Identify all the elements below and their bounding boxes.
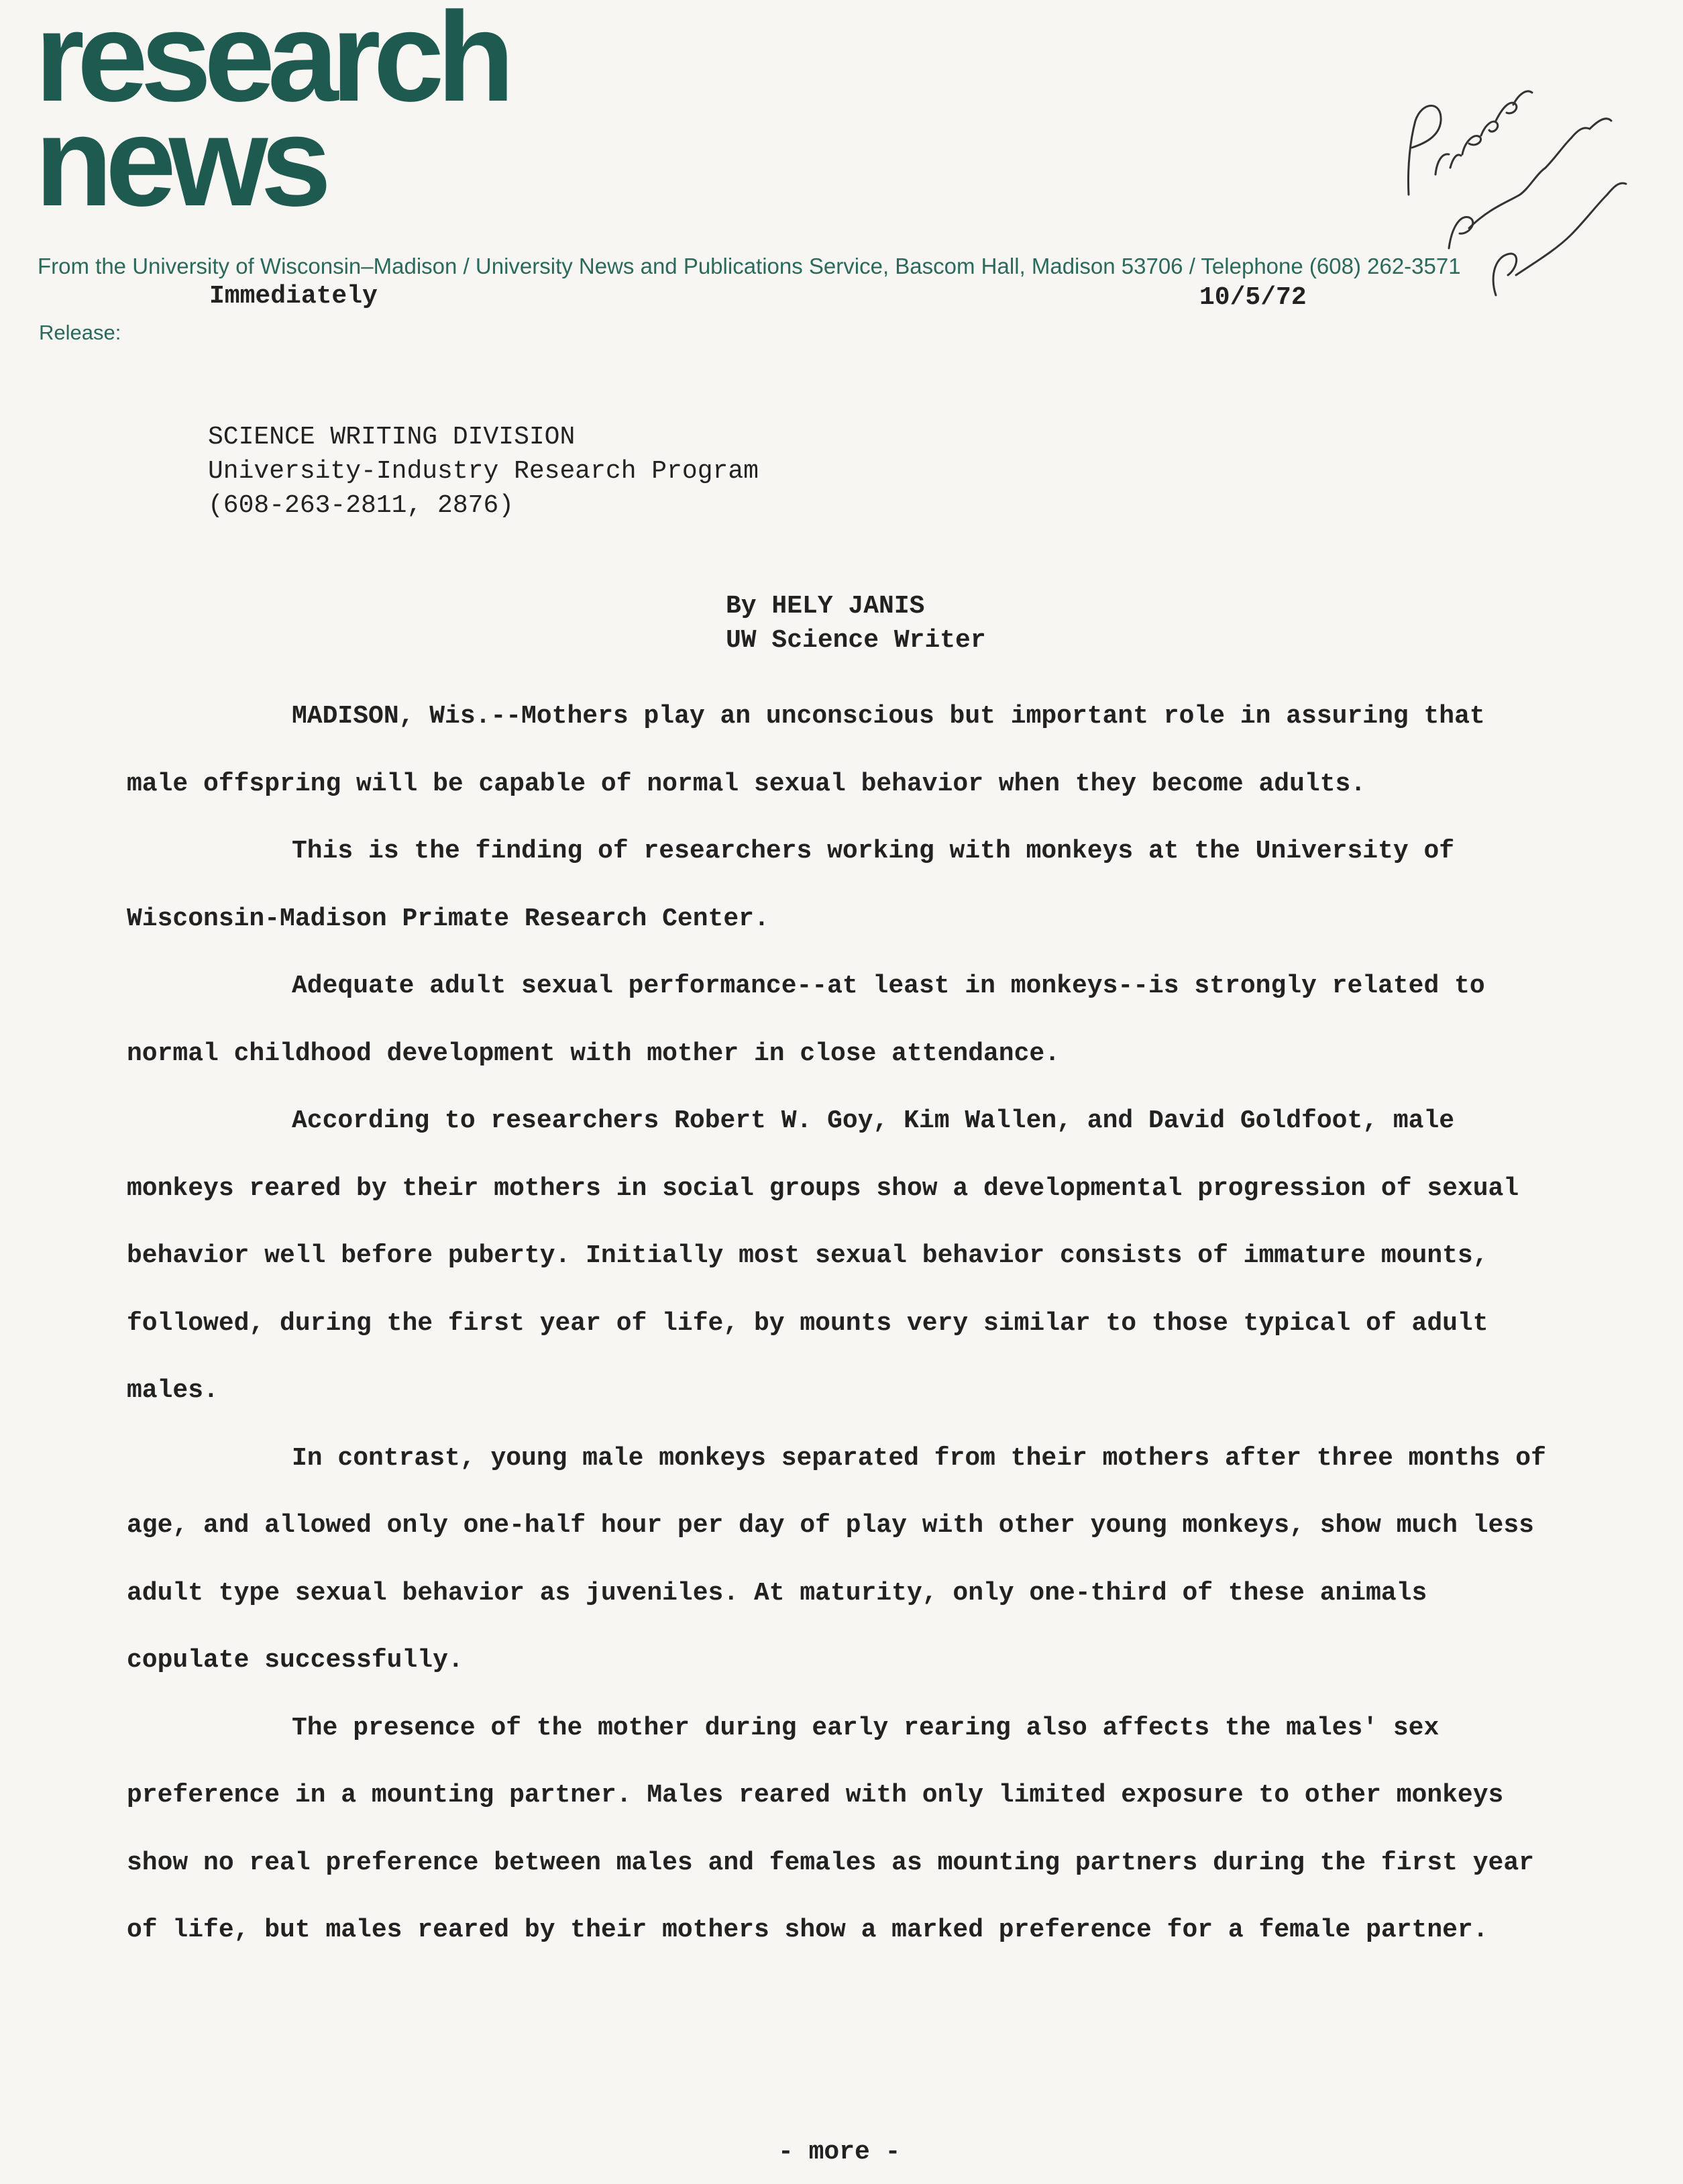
- department-block: [208, 420, 759, 523]
- masthead-line-research: research: [35, 0, 508, 128]
- paragraph-4: According to researchers Robert W. Goy, Kim Wallen, and David Goldfoot, male monkeys reared by their mothers in social groups show a developmental progression of sexual behavior well before puberty. Initially most sexual behavior consists of immature mounts, followed, during the first year of life, by mounts very similar to those typical of adult males.: [127, 1106, 1519, 1405]
- masthead-logo: [35, 0, 508, 233]
- source-address-line: From the University of Wisconsin–Madison / University News and Publications Service, Bascom Hall, Madison 53706 / Telephone (608) 262-3571: [38, 254, 1461, 278]
- handwritten-annotation-signature: [1395, 74, 1637, 342]
- paragraph-3: Adequate adult sexual performance--at least in monkeys--is strongly related to normal childhood development with mother in close attendance.: [127, 972, 1485, 1068]
- byline-author: By HELY JANIS: [726, 592, 925, 621]
- byline-block: [726, 589, 986, 658]
- release-label: Release:: [39, 321, 121, 344]
- masthead-line-news: news: [35, 90, 325, 233]
- article-body: [127, 683, 1556, 1965]
- paragraph-2: This is the finding of researchers working with monkeys at the University of Wisconsin-Madison Primate Research Center.: [127, 837, 1455, 933]
- paragraph-5: In contrast, young male monkeys separated from their mothers after three months of age, and allowed only one-half hour per day of play with other young monkeys, show much less adult type sexual behavior as juveniles. At maturity, only one-third of these animals copulate successfully.: [127, 1443, 1546, 1675]
- department-division: SCIENCE WRITING DIVISION: [208, 423, 576, 452]
- release-date: 10/5/72: [1199, 283, 1307, 312]
- department-phone: (608-263-2811, 2876): [208, 491, 514, 520]
- department-program: University-Industry Research Program: [208, 457, 759, 486]
- paragraph-1: MADISON, Wis.--Mothers play an unconscious but important role in assuring that male offspring will be capable of normal sexual behavior when they become adults.: [127, 702, 1485, 798]
- release-timing: Immediately: [209, 282, 378, 311]
- more-continuation-marker: - more -: [778, 2138, 901, 2167]
- paragraph-6: The presence of the mother during early rearing also affects the males' sex preference in a mounting partner. Males reared with only limited exposure to other monkeys show no real preference between males and females as mounting partners during the first year of life, but males reared by their mothers show a marked preference for a female partner.: [127, 1713, 1534, 1944]
- byline-title: UW Science Writer: [726, 626, 986, 655]
